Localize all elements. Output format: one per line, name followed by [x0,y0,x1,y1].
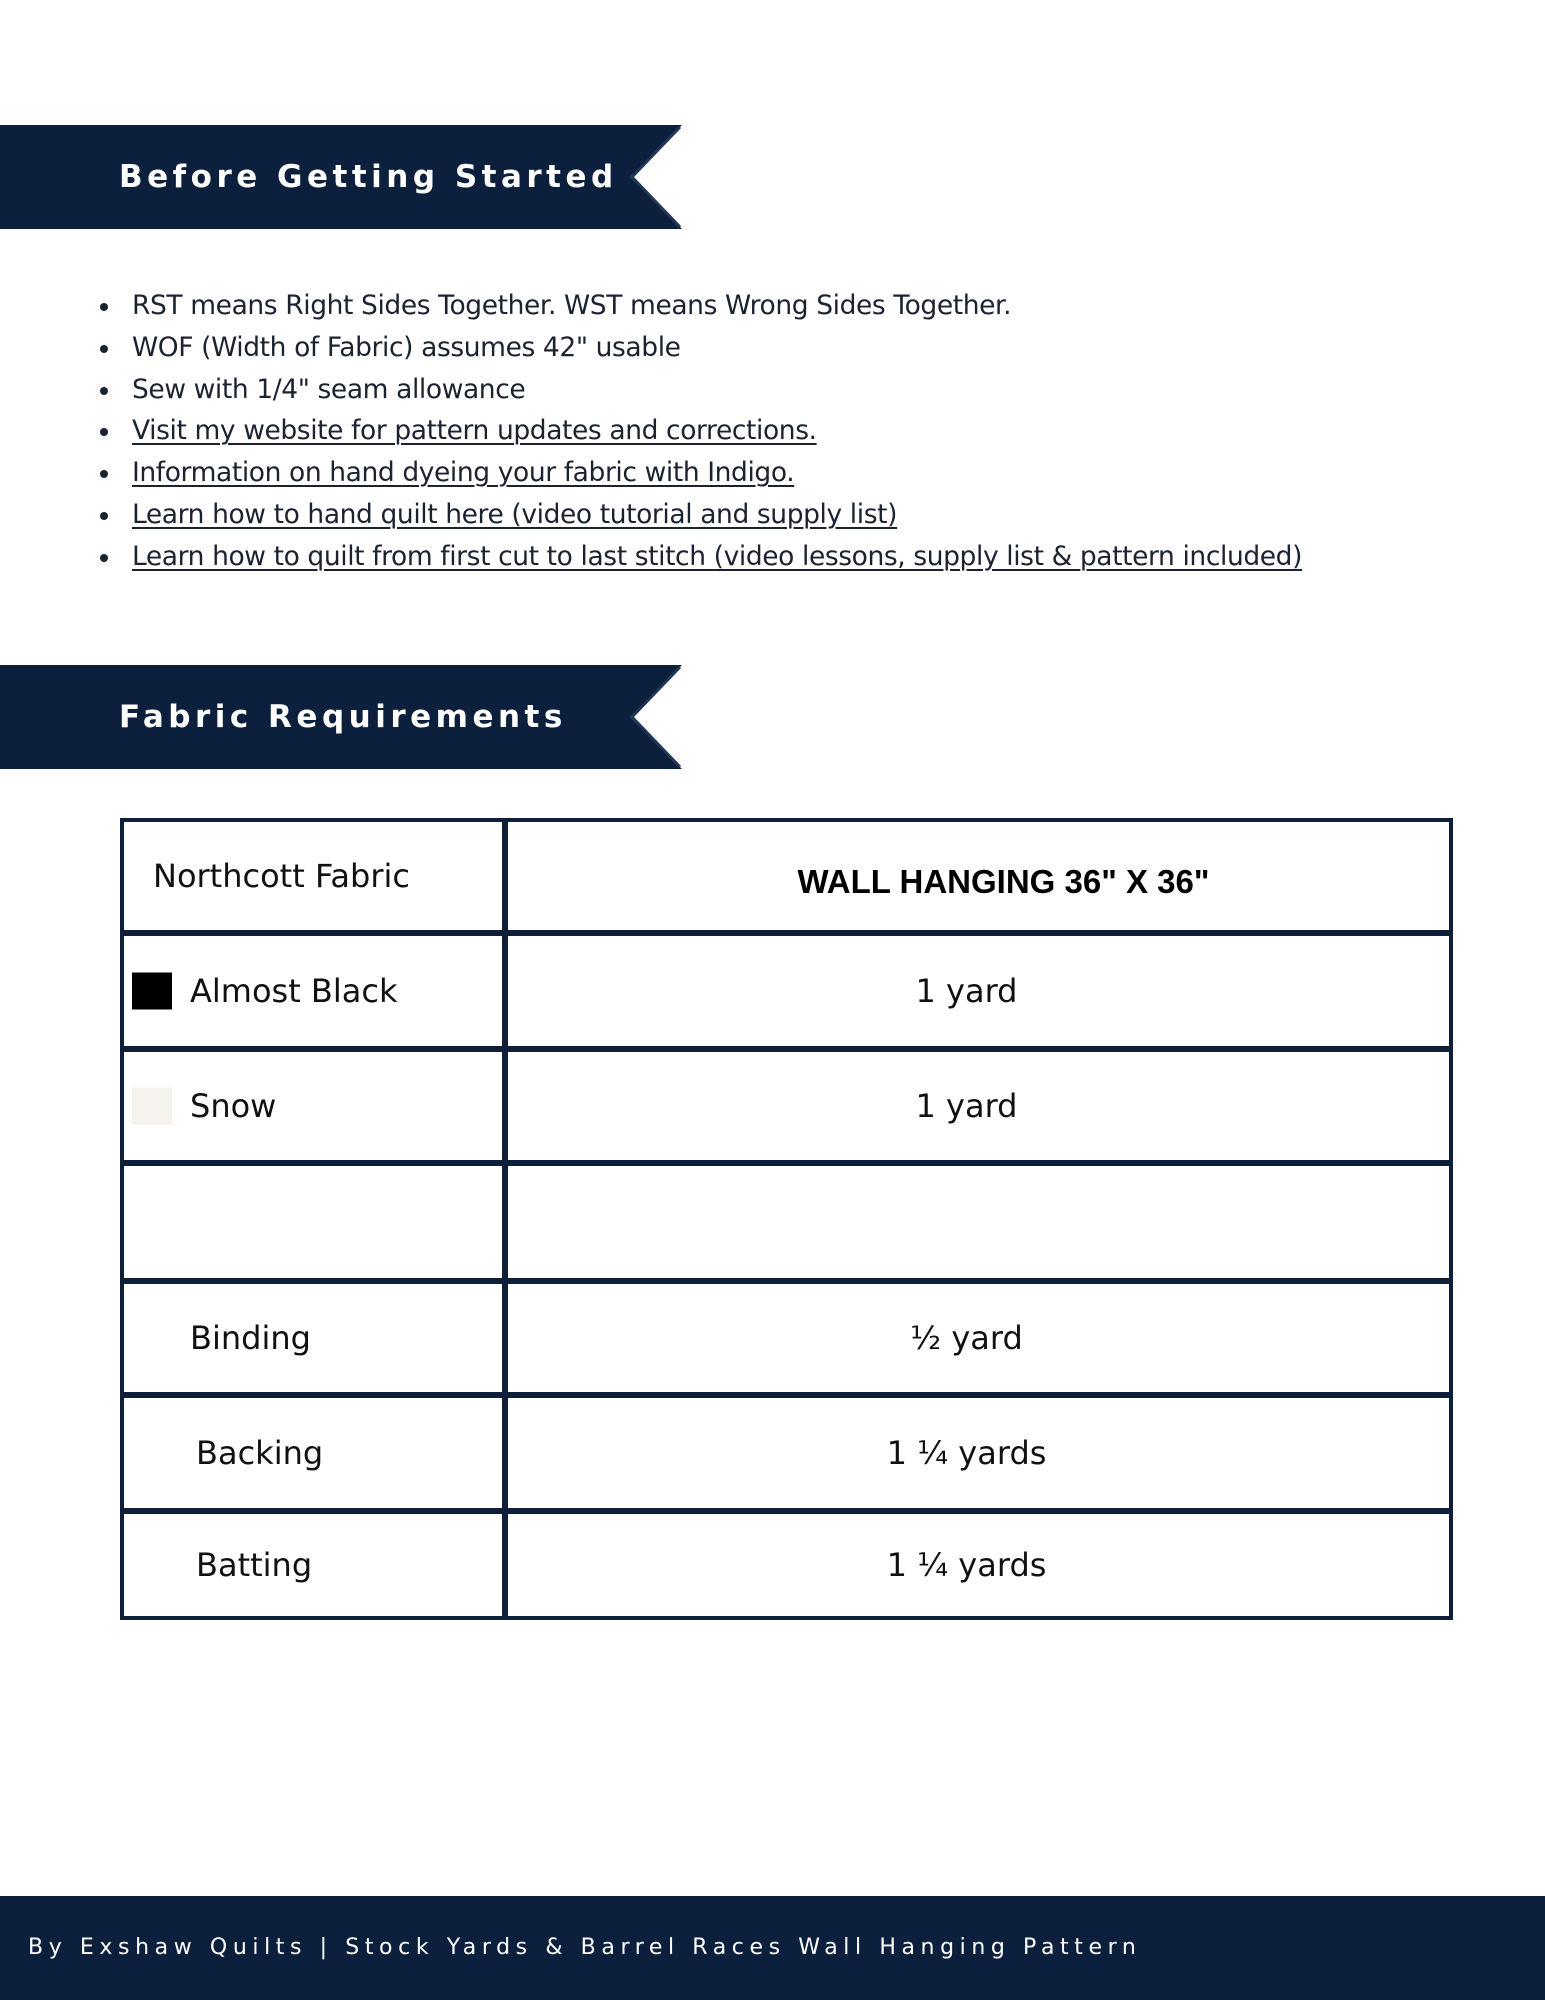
table-cell [124,1166,502,1278]
section-title: Before Getting Started [119,159,618,195]
table-cell [508,1514,1449,1616]
table-row [124,1166,1449,1278]
list-item [96,452,1476,494]
list-item [96,327,1476,369]
table-cell [124,1514,502,1616]
table-cell [508,936,1449,1046]
fabric-name: Backing [196,1434,324,1472]
note-text: Sew with 1/4" seam allowance [132,373,526,405]
section-title: Fabric Requirements [119,699,567,735]
list-item [96,536,1476,578]
list-item [96,410,1476,452]
table-cell [124,1284,502,1392]
almost-black-swatch [132,973,172,1010]
indigo-dyeing-link[interactable]: Information on hand dyeing your fabric with Indigo. [132,457,795,489]
list-item [96,369,1476,411]
table-cell [508,1166,1449,1278]
fabric-amount: ½ yard [910,1319,1023,1357]
fabric-name: Almost Black [190,972,398,1010]
page-footer [0,1896,1545,2000]
table-row [124,1514,1449,1616]
fabric-name: Binding [190,1319,311,1357]
note-text: RST means Right Sides Together. WST means Wrong Sides Together. [132,290,1012,321]
fabric-amount: 1 ¼ yards [886,1434,1047,1472]
quilt-course-link[interactable]: Learn how to quilt from first cut to last stitch (video lessons, supply list & pattern included) [132,540,1303,572]
fabric-name: Batting [196,1546,313,1584]
table-cell [508,822,1449,930]
note-text: WOF (Width of Fabric) assumes 42" usable [132,331,681,363]
section-banner-fabric-requirements [0,665,682,769]
table-row [124,1052,1449,1160]
fabric-amount: 1 ¼ yards [886,1546,1047,1584]
footer-credit: By Exshaw Quilts | Stock Yards & Barrel Races Wall Hanging Pattern [28,1935,1142,1960]
section-banner-before-getting-started [0,125,682,229]
table-row [124,936,1449,1046]
table-cell [508,1052,1449,1160]
table-cell [508,1398,1449,1508]
table-header-row [124,822,1449,930]
table-cell [124,822,502,930]
fabric-amount: 1 yard [915,972,1018,1010]
table-cell [124,936,502,1046]
fabric-amount: 1 yard [915,1087,1018,1125]
table-cell [124,1052,502,1160]
list-item [96,285,1476,327]
table-row [124,1284,1449,1392]
list-item [96,494,1476,536]
fabric-requirements-table [120,818,1453,1620]
table-cell [124,1398,502,1508]
website-updates-link[interactable]: Visit my website for pattern updates and corrections. [132,415,817,447]
table-row [124,1398,1449,1508]
hand-quilt-tutorial-link[interactable]: Learn how to hand quilt here (video tutorial and supply list) [132,498,898,530]
notes-list [96,285,1476,578]
snow-swatch [132,1088,172,1125]
table-cell [508,1284,1449,1392]
header-fabric-label: Northcott Fabric [153,857,410,895]
fabric-name: Snow [190,1087,277,1125]
header-size-label: WALL HANGING 36" X 36" [797,863,1210,901]
